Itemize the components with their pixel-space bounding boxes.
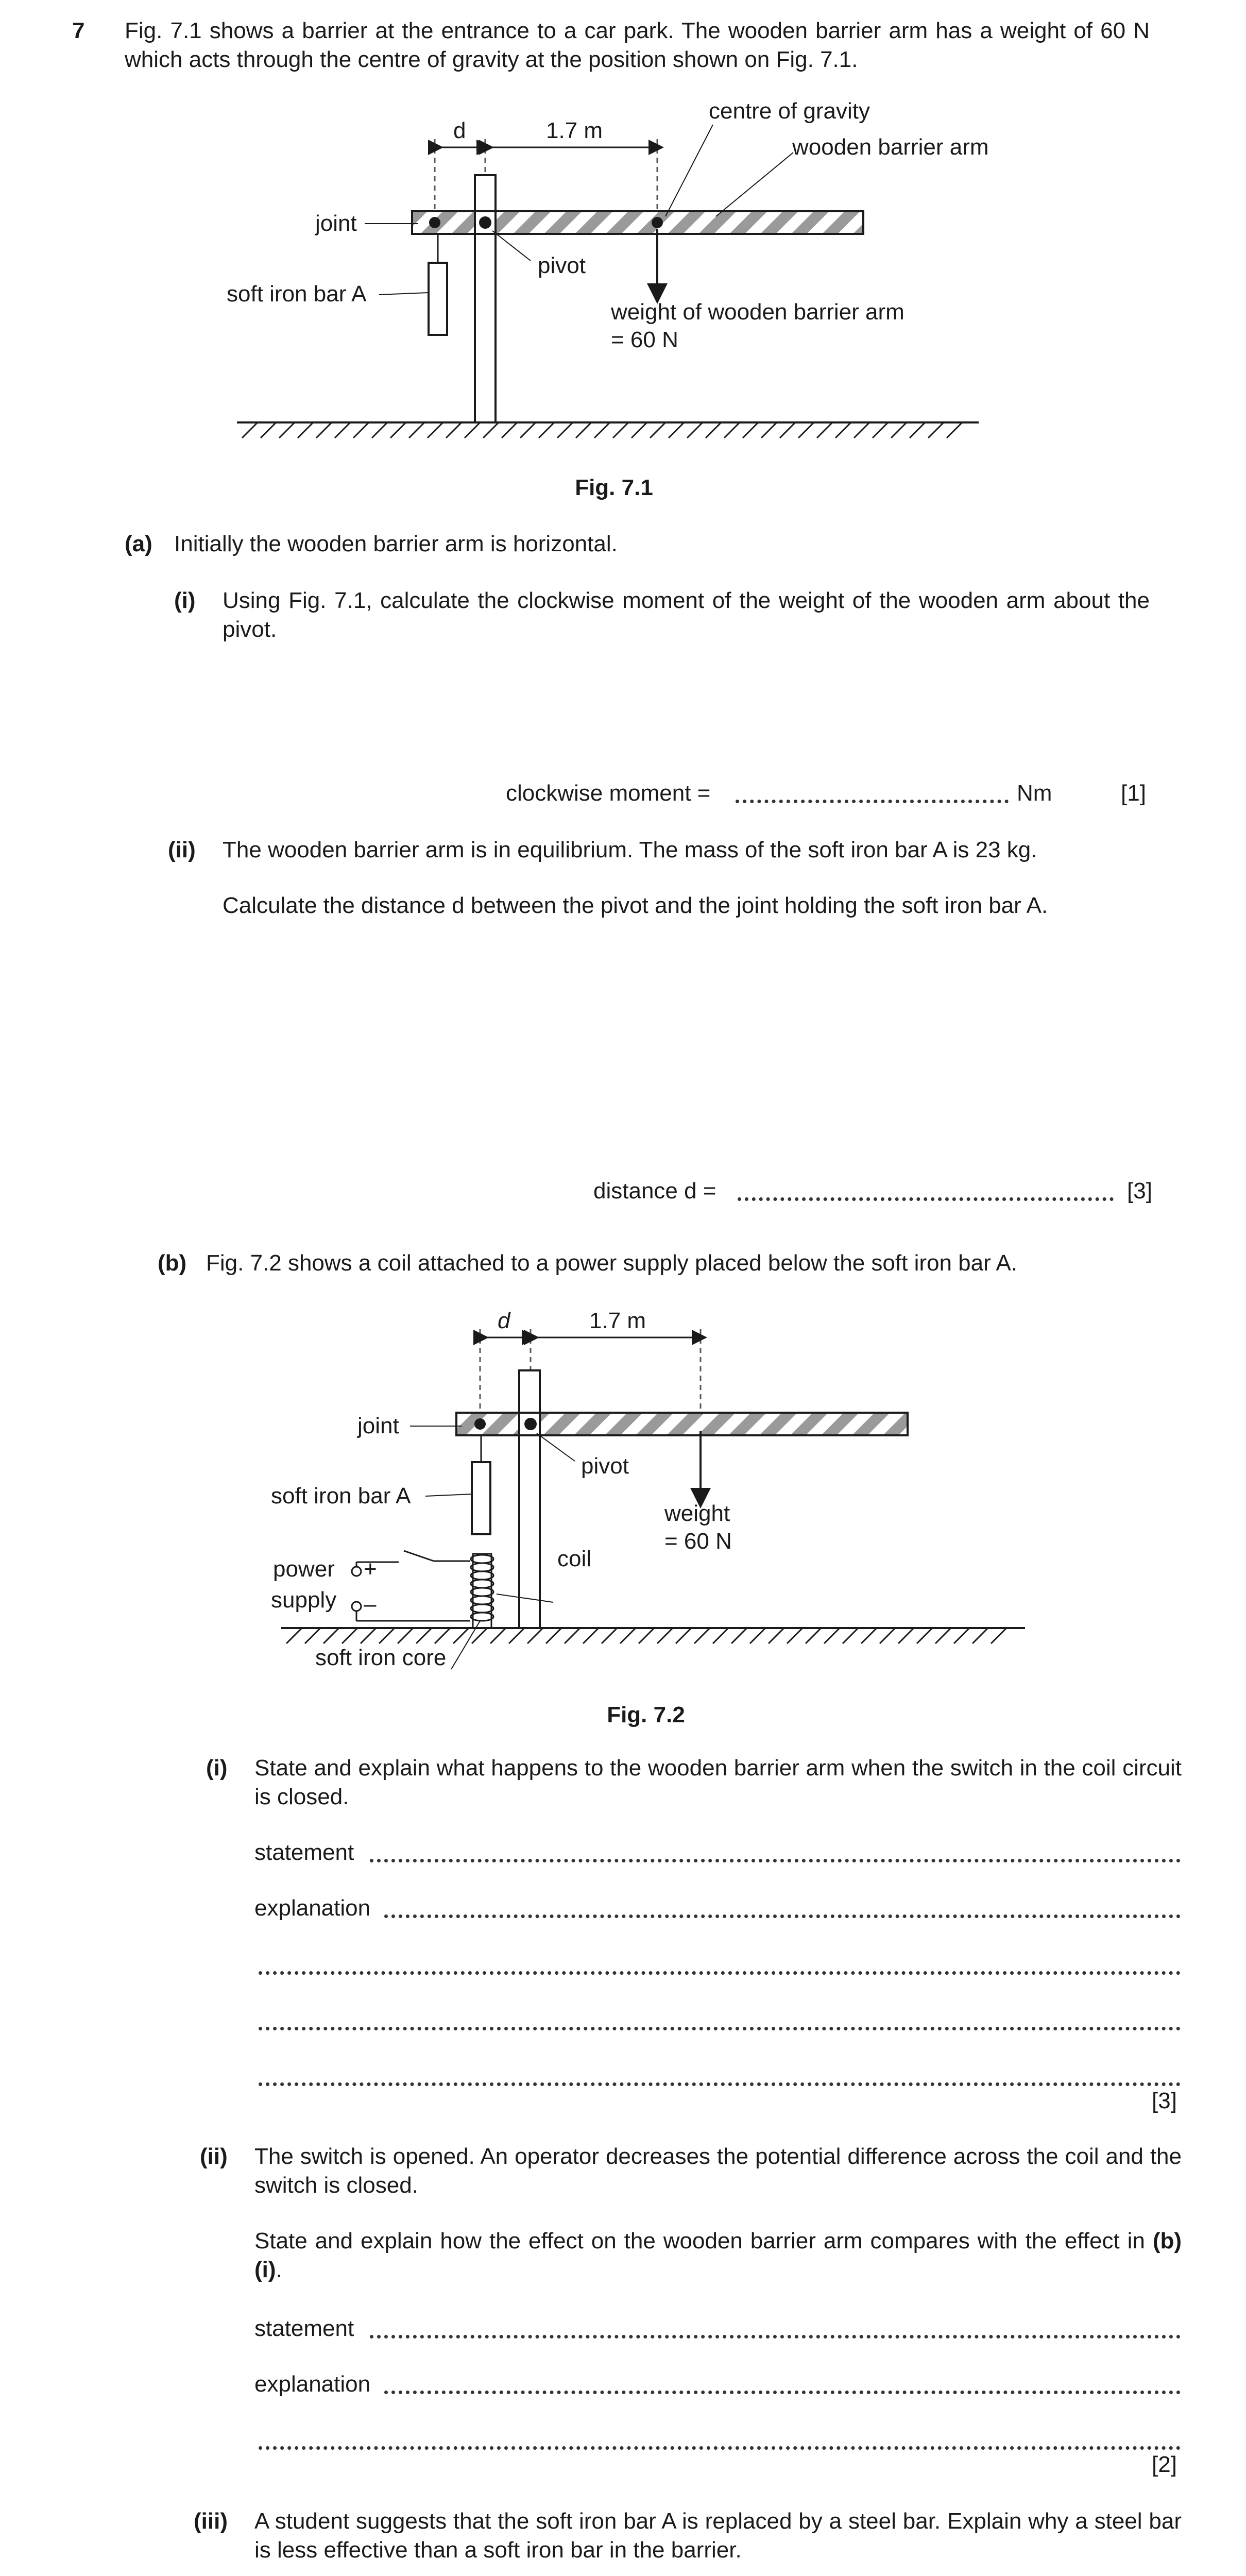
power-label-1: power [273,1556,335,1582]
clockwise-moment-answer[interactable] [736,800,1009,803]
pivot-label: pivot [538,253,586,278]
part-b-ii-text-1: The switch is opened. An operator decreases the potential difference across the coil and the switch is closed. [254,2144,1182,2198]
joint-label-2: joint [357,1413,399,1438]
question-number: 7 [72,18,85,43]
core-label: soft iron core [315,1645,447,1670]
b-ii-ref: (b)(i) [254,2228,1182,2282]
fig-7-1-caption: Fig. 7.1 [575,475,653,500]
coil-label: coil [557,1546,592,1571]
distance-d-label: distance d = [593,1178,716,1204]
d-label: d [453,118,466,143]
b-i-explanation-line-2[interactable] [259,1971,1181,1975]
b-ii-statement-line[interactable] [370,2335,1181,2338]
switch [404,1551,434,1561]
soft-iron-bar-label: soft iron bar A [227,281,367,307]
b-i-explanation-line-4[interactable] [259,2082,1181,2086]
b-i-explanation-line-3[interactable] [259,2027,1181,2030]
b-i-explanation-line-1[interactable] [384,1914,1181,1918]
b-i-statement-line[interactable] [370,1859,1181,1862]
pivot-dot [479,216,491,229]
part-b-iii-text: A student suggests that the soft iron bar A is replaced by a steel bar. Explain why a steel bar is less effective than a soft iron bar in the barrier. [254,2509,1182,2563]
soft-iron-bar-label-2: soft iron bar A [271,1483,411,1509]
part-a-ii-label: (ii) [168,837,196,862]
weight-label-2a: weight [664,1501,730,1526]
soft-iron-core [473,1554,491,1628]
part-b-ii-text-2 [254,2227,1182,2284]
part-b-ii-marks: [2] [1152,2452,1177,2477]
part-a-label: (a) [125,531,152,556]
b-ii-statement-label: statement [254,2316,354,2341]
fig-7-2-caption: Fig. 7.2 [607,1702,685,1727]
b-ii-explanation-label: explanation [254,2371,371,2397]
distance-label: 1.7 m [546,118,603,143]
distance-label-2: 1.7 m [589,1308,646,1333]
part-b-i-label: (i) [206,1755,228,1781]
clockwise-moment-unit: Nm [1017,781,1052,806]
plus-label: + [364,1556,377,1582]
part-b-label: (b) [158,1250,187,1276]
part-b-i-marks: [3] [1152,2088,1177,2113]
part-b-i-text: State and explain what happens to the wooden barrier arm when the switch in the coil circuit is closed. [254,1755,1182,1809]
d-label-2: d [498,1308,510,1333]
distance-d-answer[interactable] [738,1197,1114,1201]
joint-label: joint [315,211,357,236]
part-b-iii-label: (iii) [194,2509,228,2534]
clockwise-moment-label: clockwise moment = [506,781,711,806]
joint-dot [429,217,440,228]
part-a-ii-text-2: Calculate the distance d between the pivot and the joint holding the soft iron bar A. [223,893,1048,918]
weight-label-2b: = 60 N [664,1529,732,1554]
power-label-2: supply [271,1587,337,1613]
cog-label: centre of gravity [709,98,871,124]
soft-iron-bar [429,263,447,335]
part-a-intro: Initially the wooden barrier arm is horizontal. [174,531,618,556]
part-b-intro: Fig. 7.2 shows a coil attached to a power supply placed below the soft iron bar A. [206,1250,1018,1276]
b-ii-explanation-line-2[interactable] [259,2446,1181,2450]
figure-7-1 [0,98,1246,541]
part-a-ii-marks: [3] [1127,1178,1152,1204]
figure-7-2 [0,1298,1246,1710]
b-ii-ref-end: . [276,2257,282,2282]
minus-label: – [364,1591,377,1617]
b-ii-explanation-line-1[interactable] [384,2391,1181,2394]
pivot-label-2: pivot [581,1453,629,1479]
b-ii-text-2-main: State and explain how the effect on the wooden barrier arm compares with the effect in [254,2228,1145,2253]
part-a-ii-text-1: The wooden barrier arm is in equilibrium. The mass of the soft iron bar A is 23 kg. [223,837,1037,862]
soft-iron-bar-2 [472,1462,490,1534]
part-a-i-marks: [1] [1121,781,1146,806]
post-2 [519,1370,540,1628]
b-i-explanation-label: explanation [254,1895,371,1921]
cog-dot [652,217,663,228]
part-a-i-label: (i) [174,588,196,613]
part-b-ii-label: (ii) [200,2144,228,2169]
b-i-statement-label: statement [254,1840,354,1865]
question-intro: Fig. 7.1 shows a barrier at the entrance to a car park. The wooden barrier arm has a weight of 60 N which acts through the centre of gravity at the position shown on Fig. 7.1. [125,18,1150,72]
weight-label-1: weight of wooden barrier arm [611,299,904,325]
weight-label-2: = 60 N [611,327,678,352]
part-a-i-text: Using Fig. 7.1, calculate the clockwise moment of the weight of the wooden arm about the pivot. [223,588,1150,642]
arm-label: wooden barrier arm [792,134,989,160]
